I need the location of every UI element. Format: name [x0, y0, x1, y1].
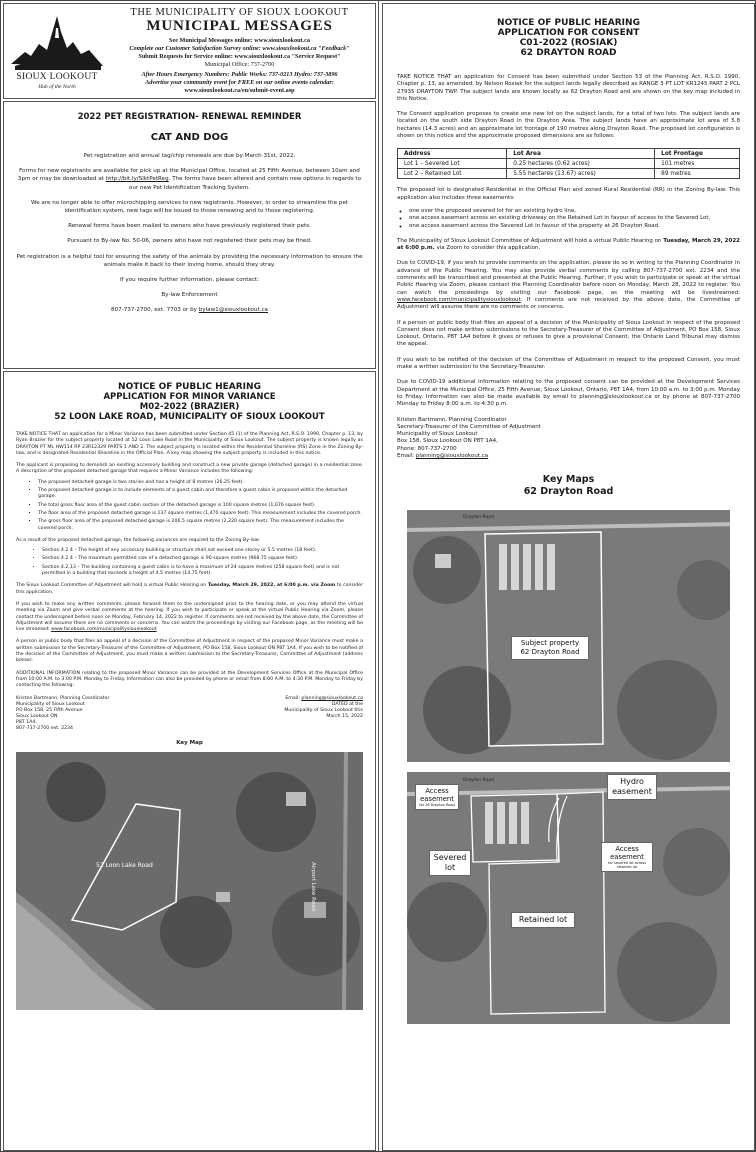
consent-p4-c: via Zoom to consider this application.	[434, 245, 541, 252]
consent-p2: The Consent application proposes to create one new lot on the subject lands, for a total of two lots. The subject lands are located on the south side Drayton Road in the Drayton Area. The subject lands have an approximate lot area of 5.8 hectares (14.3 acres) and an approximate lot frontage of 190 metres along Drayton Road. The proposed lot configuration is shown on this notice and the approximate proposed dimensions are as follows:	[397, 111, 740, 140]
table-cell: 101 metres	[655, 159, 740, 169]
pet-subheading: CAT AND DOG	[150, 132, 229, 143]
variance-key-map	[16, 752, 363, 1010]
sig-line: Kristen Bartmann, Planning Coordinator	[16, 695, 110, 701]
sig-line: Municipality of Sioux Lookout this	[284, 707, 363, 713]
hydro-easement-label: Hydro easement	[607, 774, 657, 800]
table-cell: Lot 2 – Retained Lot	[398, 169, 507, 179]
subject-property-label: Subject property 62 Drayton Road	[511, 636, 589, 660]
table-cell: 0.25 hectares (0.62 acres)	[507, 159, 655, 169]
consent-signature	[397, 417, 740, 461]
list-item: ◦ one access easement across the Severed Lot in favour of the property at 26 Drayton Road.	[409, 223, 740, 230]
masthead-line-4: Municipal Office: 737-2700	[204, 61, 275, 68]
masthead-text	[108, 7, 371, 95]
variance-h3: M02-2022 (BRAZIER)	[139, 402, 240, 412]
sig-line: Municipality of Sioux Lookout	[397, 431, 478, 438]
pet-p6: Pet registration is a helpful tool for ensuring the safety of the animals by providing the necessary information to ensure the animals make it back to their loving home, should they stray.	[16, 253, 363, 268]
pet-p7: If you require further information, please contact:	[120, 277, 259, 284]
variance-p1: TAKE NOTICE THAT an application for a Minor Variance has been submitted under Section 45 (1) of the Planning Act, R.S.O. 1990, Chapter p. 13, by Ryan Brazier for the subject property located at 52 Loon Lake Road in the Municipality of Sioux Lookout. The subject property is known legally as DRAYTON PT ML HW114 RP 23R12329 PARTS 1 AND 2. The subject property is located within the Residential Shoreline (RS) Zone in the Zoning By-law, and is designated Residential Shoreline in the Official Plan. A key map showing the subject property is included in this notice.	[16, 432, 363, 456]
access-easement-1-note: for 26 Drayton Road	[419, 803, 455, 808]
masthead-line-7: www.siouxlookout.ca/en/submit-event.asp	[184, 87, 295, 94]
variance-bullets	[38, 480, 363, 532]
list-item: • Section 4.2.13 – The building containing a guest cabin is to have a maximum of 24 square metres (258 square feet) and is not permitted in a building that exceeds a height of 4.5 metres (14.75 feet).	[42, 565, 363, 578]
easement-list	[409, 208, 740, 230]
sig-line: Phone: 807-737-2700	[397, 445, 457, 452]
consent-h1: NOTICE OF PUBLIC HEARING	[497, 18, 640, 28]
sig-email-line	[397, 453, 740, 460]
sig-line: P8T 1A4,	[16, 719, 37, 725]
variance-sections	[42, 548, 363, 577]
list-item: ◦ one access easement across an existing driveway on the Retained Lot in favour of access to the Severed Lot,	[409, 215, 740, 222]
list-item: ▪ The proposed detached garage is two stories and has a height of 8 metres (26.25 feet).	[38, 480, 363, 486]
consent-p5	[397, 260, 740, 311]
left-column	[1, 1, 379, 1152]
consent-p4	[397, 238, 740, 253]
variance-p4	[16, 583, 363, 596]
table-row	[398, 169, 740, 179]
logo-graphic-icon	[7, 8, 107, 96]
table-header: Address	[398, 149, 507, 159]
variance-p6: A person or public body that files an appeal of a decision of the Committee of Adjustment in respect of the proposed Minor Variance must make a written submission to the Secretary-Treasurer of the Committee of Adjustment, PO Box 158, Sioux Lookout ON P8T 1A4. If you wish to be notified of the decision of the Committee of Adjustment, you must make a written submission to the Secretary-Treasurer, Committee of Adjustment (address below).	[16, 639, 363, 664]
map-lot-label: 52 Loon Lake Road	[96, 862, 153, 870]
consent-p7: If you wish to be notified of the decision of the Committee of Adjustment in respect to the proposed Consent, you must make a written submission to the Secretary-Treasurer.	[397, 356, 740, 371]
variance-p7: ADDITIONAL INFORMATION relating to the proposed Minor Variance can be provided at the Development Services Office at the Municipal Office from 10:00 A.M. to 3:00 P.M. Monday to Friday. Information can also be provided by phone or email from 8:00 A.M. to 4:30 P.M. Monday to Friday by contacting the following:	[16, 670, 363, 689]
subject-property-map	[407, 510, 730, 762]
variance-p4-c: to consider this application.	[16, 583, 363, 595]
list-item: ▪ The proposed detached garage is to include elements of a guest cabin and therefore a guest cabin is proposed within the detached garage.	[38, 488, 363, 501]
right-column	[380, 1, 756, 1152]
variance-keymap-label: Key Map	[176, 740, 203, 747]
lot-configuration-map	[407, 772, 730, 1024]
table-row	[398, 159, 740, 169]
consent-p4-a: The Municipality of Sioux Lookout Committee of Adjustment will hold a virtual Public Hearing on	[397, 237, 664, 244]
pet-registration-notice	[3, 101, 376, 369]
consent-h4: 62 DRAYTON ROAD	[520, 48, 617, 58]
keymaps-heading: Key Maps	[542, 474, 595, 486]
logo-name: SIOUX LOOKOUT	[16, 72, 98, 82]
consent-h2: APPLICATION FOR CONSENT	[497, 28, 640, 38]
table-header: Lot Frontage	[655, 149, 740, 159]
table-header-row	[398, 149, 740, 159]
variance-p2: The applicant is proposing to demolish an existing accessory building and construct a new private garage (detached garage) in a residential zone. A description of the proposed detached garage that requires a Minor Variance includes the following:	[16, 463, 363, 475]
pet-heading: 2022 PET REGISTRATION- RENEWAL REMINDER	[77, 112, 302, 122]
access-easement-label-1	[415, 784, 459, 810]
sioux-lookout-logo	[7, 8, 107, 96]
consent-p5-text: Due to COVID-19, if you wish to provide comments on the application, please do so in writing to the Planning Coordinator in advance of the Public Hearing. You may also provide verbal comments by calling 807-737-2700 ext. 2234 and the comments will be transcribed and presented at the Public Hearing. Further, if you wish to participate or speak at the virtual Public Hearing via Zoom, please contact the Planning Coordinator before noon on Monday, March 28, 2022 to register. You can watch the proceedings by visiting our Facebook page, as the meeting will be livestreamed:	[397, 260, 740, 296]
consent-planning-email-link[interactable]: planning@siouxlookout.ca	[415, 452, 489, 459]
table-cell: 89 metres	[655, 169, 740, 179]
pet-contact-phone: 807-737-2700, ext. 7703 or by	[111, 307, 199, 314]
access-easement-1-text: Access easement	[420, 787, 454, 804]
consent-p6: If a person or public body that files an appeal of a decision of the Municipality of Sioux Lookout in respect of the proposed Consent does not make written submissions to the Secretary-Treasurer of the Committee of Adjustment, PO Box 158, Sioux Lookout, Ontario, P8T 1A4 before it gives or refuses to give a provisional Consent, the Ontario Land Tribunal may dismiss the appeal.	[397, 319, 740, 348]
pet-p3: We are no longer able to offer microchipping services to new registrants. However, in order to streamline the pet identification system, new tags will be issued to those renewing and to those registering.	[31, 199, 348, 215]
map-road-label: Airport Lake Road	[310, 862, 316, 911]
list-item: ▪ The floor area of the proposed detached garage is 137 square metres (1,470 square feet). This measurement includes the covered porch.	[38, 511, 363, 517]
variance-sig-right	[284, 696, 363, 733]
variance-p5	[16, 602, 363, 633]
table-cell: Lot 1 – Severed Lot	[398, 159, 507, 169]
lot-dimensions-table	[397, 148, 740, 179]
pet-p4: Renewal forms have been mailed to owners who have previously registered their pets.	[68, 223, 311, 230]
masthead-line-5: After Hours Emergency Numbers: Public Works: 737-0213 Hydro: 737-3896	[141, 71, 338, 78]
masthead-title: MUNICIPAL MESSAGES	[146, 18, 333, 34]
sig-line: Kristen Bartmann, Planning Coordinator	[397, 416, 507, 423]
consent-h3: C01-2022 (ROSIAK)	[519, 38, 618, 48]
severed-lot-label: Severed lot	[429, 850, 471, 876]
list-item: • Section 4.2.4 – The height of any accessory building or structure shall not exceed one storey or 5.5 metres (18 feet).	[42, 548, 363, 554]
table-cell: 5.55 hectares (13.67) acres)	[507, 169, 655, 179]
consent-facebook-link[interactable]: www.facebook.com/municipalitysiouxlookout	[397, 296, 521, 303]
variance-p4-a: The Sioux Lookout Committee of Adjustment will hold a virtual Public Hearing on	[16, 583, 208, 589]
sig-line: March 15, 2022	[326, 713, 363, 719]
variance-h2: APPLICATION FOR MINOR VARIANCE	[103, 392, 276, 402]
pet-p5: Pursuant to By-law No. 50-06, owners who have not registered their pets may be fined.	[67, 238, 312, 245]
pet-contact	[14, 306, 365, 314]
list-item: • Section 4.2.4 – The maximum permitted size of a detached garage is 90 square metres (968.75 square feet).	[42, 556, 363, 562]
sig-line: Secretary-Treasurer of the Committee of Adjustment	[397, 423, 541, 430]
consent-p8: Due to COVID-19 additional information relating to the proposed consent can be provided at the Development Services Department at the Municipal Office, 25 Fifth Avenue, Sioux Lookout, Ontario, P8T 1A4, from 10:00 a.m. to 3:00 p.m. Monday to Friday. Information can also be made available by email to planning@siouxlookout.ca or by phone at 807-737-2700 Monday to Friday 8:00 a.m. to 4:30 p.m.	[397, 379, 740, 408]
list-item: ▪ The total gross floor area of the guest cabin section of the detached garage is 100 square metres (1,076 square feet).	[38, 503, 363, 509]
consent-notice	[382, 3, 755, 1151]
variance-facebook-link[interactable]: www.facebook.com/municipalitysiouxlookout	[51, 627, 157, 633]
sig-email-prefix: Email:	[397, 452, 416, 459]
masthead-line-3: Submit Requests for Service online: www.siouxlookout.ca "Service Request"	[138, 53, 341, 60]
list-item: ◦ one over the proposed severed lot for an existing hydro line,	[409, 208, 740, 215]
masthead-municipality: THE MUNICIPALITY OF SIOUX LOOKOUT	[130, 7, 349, 18]
sig-line: Box 158, Sioux Lookout ON P8T 1A4,	[397, 438, 498, 445]
pet-registration-link[interactable]: http://bit.ly/SlktPetReg	[105, 176, 169, 183]
table-header: Lot Area	[507, 149, 655, 159]
consent-p3: The proposed lot is designated Residential in the Official Plan and zoned Rural Residential (RR) in the Zoning By-law. This application also includes three easements:	[397, 187, 740, 201]
access-easement-2-note: for severed lot across retained lot	[608, 861, 646, 870]
sig-line: Sioux Lookout ON	[16, 713, 58, 719]
masthead-line-6: Advertise your community event for FREE on our online events calendar:	[145, 79, 334, 86]
list-item: ▪ The gross floor area of the proposed detached garage is 206.5 square metres (2,220 square feet). This measurement includes the covered porch.	[38, 519, 363, 532]
keymaps-subheading: 62 Drayton Road	[523, 486, 614, 498]
consent-hearing-date: Tuesday, March 29, 2022 at 6:00 p.m.	[397, 237, 740, 252]
masthead-line-2: Complete our Customer Satisfaction Survey online: www.siouxlookout.ca "Feedback"	[129, 45, 350, 52]
access-easement-2-text: Access easement	[610, 845, 644, 862]
pet-p2-text-b: . The forms have been altered and contain new options in regards to our new Pet Identification Tracking System.	[128, 176, 362, 191]
variance-hearing-date: Tuesday, March 29, 2022, at 6:00 p.m. via Zoom	[207, 583, 336, 589]
variance-h4: 52 LOON LAKE ROAD, MUNICIPALITY OF SIOUX LOOKOUT	[54, 412, 325, 422]
variance-p3: As a result of the proposed detached garage, the following variances are required to the Zoning By-law:	[16, 537, 260, 543]
minor-variance-notice	[3, 371, 376, 1151]
variance-planning-email-link[interactable]: planning@siouxlookout.ca	[301, 695, 363, 701]
sig-line: DATED at the	[331, 701, 363, 707]
map1-road-label: Drayton Road	[463, 515, 494, 521]
variance-sig-left	[16, 696, 109, 733]
sig-line: 807-737-2700 ext. 2234	[16, 725, 74, 731]
access-easement-label-2	[601, 842, 653, 872]
sig-email-line	[284, 696, 363, 702]
masthead	[3, 3, 376, 99]
pet-p8: By-law Enforcement	[161, 292, 218, 299]
sig-email-prefix: Email:	[285, 695, 302, 701]
variance-h1: NOTICE OF PUBLIC HEARING	[118, 382, 261, 392]
pet-p1: Pet registration and annual tag/chip renewals are due by March 31st, 2022.	[83, 153, 296, 159]
logo-tagline: Hub of the North	[38, 84, 76, 90]
pet-p2-text-a: Forms for new registrants are available for pick up at the Municipal Office, located at 25 Fifth Avenue, between 10am and 3pm or may be downloaded at	[17, 168, 360, 183]
variance-signature	[16, 696, 363, 733]
bylaw-email-link[interactable]: bylaw1@siouxlookout.ca	[198, 307, 268, 314]
variance-p5-text: If you wish to make any written comments, please forward them to the undersigned prior to the hearing date, or you may attend the virtual meeting via Zoom and give verbal comments at the hearing. If you wish to participate or speak at the virtual Public Hearing via Zoom, please contact the undersigned before noon on Monday, February 14, 2022 to register. If comments are not received by the above date, the Committee of Adjustment will assume there are no comments or concerns. You can watch the proceedings by visiting our Facebook page, as the meeting will be live streamed:	[16, 601, 363, 633]
pet-p2	[14, 167, 365, 192]
map2-road-label: Drayton Road	[463, 778, 494, 784]
sig-line: Municipality of Sioux Lookout	[16, 701, 85, 707]
sig-line: PO Box 158, 25 Fifth Avenue	[16, 707, 83, 713]
consent-p1: TAKE NOTICE THAT an application for Consent has been submitted under Section 53 of the Planning Act, R.S.O. 1990, Chapter p. 13, as amended, by Nelson Rosiak for the subject lands legally described as RANGE 3 PT LOT KR1245 PART 2 PCL 27935 DRAYTON TWP. The subject lands are known locally as 62 Drayton Road and are shown on the key map included in this Notice.	[397, 74, 740, 102]
consent-p5-tail: . If comments are not received by the above date, the Committee of Adjustment will assume there are no comments or concerns.	[397, 296, 740, 311]
masthead-line-1: See Municipal Messages online: www.siouxlookout.ca	[169, 37, 310, 44]
retained-lot-label: Retained lot	[511, 912, 575, 928]
